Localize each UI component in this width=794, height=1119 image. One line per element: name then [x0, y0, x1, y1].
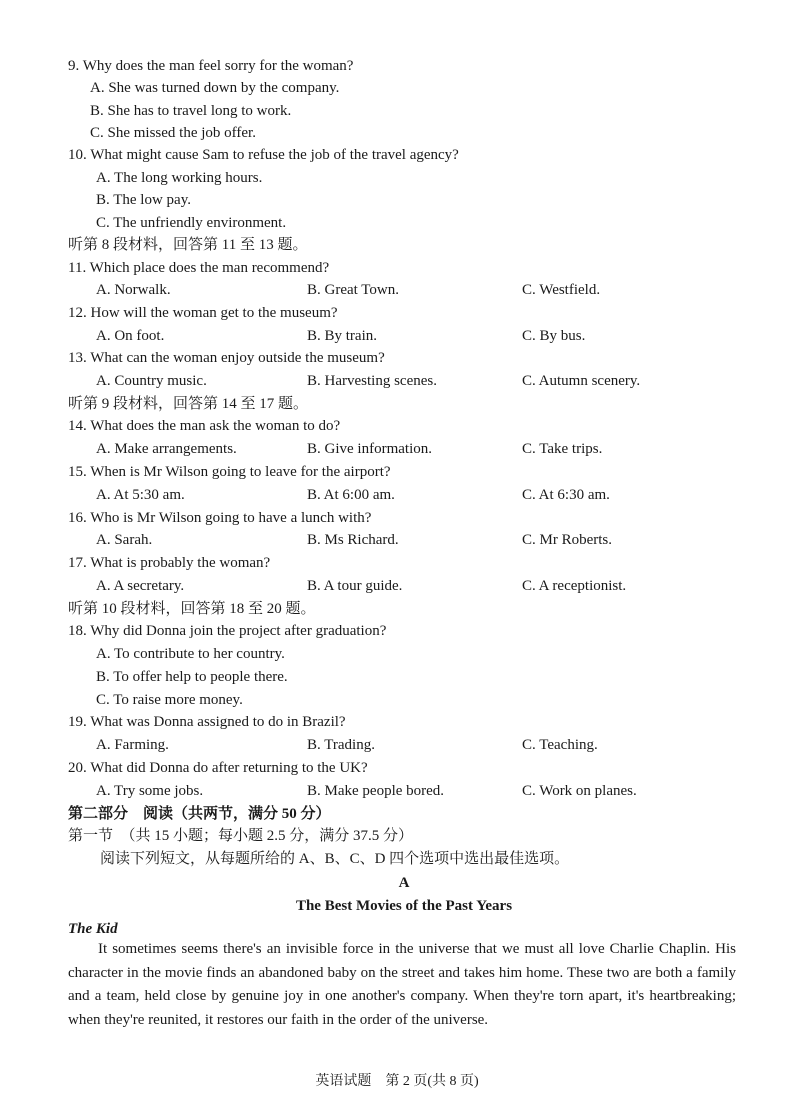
question-12-option-a: A. On foot. [96, 328, 165, 344]
question-11-option-c: C. Westfield. [522, 282, 601, 298]
page-footer: 英语试题 第 2 页(共 8 页) [315, 1074, 479, 1089]
question-16-option-c: C. Mr Roberts. [522, 532, 612, 548]
question-10-option-b: B. The low pay. [96, 192, 191, 208]
question-16-option-b: B. Ms Richard. [307, 532, 399, 548]
question-9-option-b: B. She has to travel long to work. [90, 103, 292, 119]
question-20-option-b: B. Make people bored. [307, 783, 445, 799]
section-8-instruction: 听第 8 段材料，回答第 11 至 13 题。 [68, 237, 308, 253]
question-11-option-a: A. Norwalk. [96, 282, 171, 298]
question-10-option-c: C. The unfriendly environment. [96, 215, 287, 231]
question-17-option-a: A. A secretary. [96, 578, 185, 594]
question-15-stem: 15. When is Mr Wilson going to leave for the airport? [68, 464, 391, 480]
question-18-option-b: B. To offer help to people there. [96, 669, 288, 685]
question-14-option-b: B. Give information. [307, 441, 432, 457]
question-9-option-c: C. She missed the job offer. [90, 125, 256, 141]
question-10-stem: 10. What might cause Sam to refuse the job of the travel agency? [68, 147, 459, 163]
question-19-option-c: C. Teaching. [522, 737, 598, 753]
question-11-option-b: B. Great Town. [307, 282, 399, 298]
question-15-option-c: C. At 6:30 am. [522, 487, 610, 503]
question-15-option-b: B. At 6:00 am. [307, 487, 395, 503]
question-13-option-b: B. Harvesting scenes. [307, 373, 437, 389]
question-9-stem: 9. Why does the man feel sorry for the woman? [68, 58, 354, 74]
question-14-option-c: C. Take trips. [522, 441, 603, 457]
part-2-heading: 第二部分 阅读（共两节，满分 50 分） [68, 806, 331, 822]
reading-instruction: 阅读下列短文，从每题所给的 A、B、C、D 四个选项中选出最佳选项。 [100, 851, 570, 867]
question-17-stem: 17. What is probably the woman? [68, 555, 271, 571]
question-9-option-a: A. She was turned down by the company. [90, 80, 340, 96]
question-17-option-b: B. A tour guide. [307, 578, 403, 594]
question-20-option-a: A. Try some jobs. [96, 783, 204, 799]
question-13-option-a: A. Country music. [96, 373, 207, 389]
question-12-option-b: B. By train. [307, 328, 377, 344]
question-18-option-c: C. To raise more money. [96, 692, 243, 708]
question-13-stem: 13. What can the woman enjoy outside the museum? [68, 350, 385, 366]
section-10-instruction: 听第 10 段材料，回答第 18 至 20 题。 [68, 601, 316, 617]
question-18-stem: 18. Why did Donna join the project after graduation? [68, 623, 387, 639]
question-12-stem: 12. How will the woman get to the museum? [68, 305, 338, 321]
question-15-option-a: A. At 5:30 am. [96, 487, 185, 503]
section-9-instruction: 听第 9 段材料，回答第 14 至 17 题。 [68, 396, 309, 412]
question-18-option-a: A. To contribute to her country. [96, 646, 285, 662]
question-20-option-c: C. Work on planes. [522, 783, 637, 799]
question-14-stem: 14. What does the man ask the woman to do? [68, 418, 341, 434]
question-19-stem: 19. What was Donna assigned to do in Brazil? [68, 714, 346, 730]
question-20-stem: 20. What did Donna do after returning to the UK? [68, 760, 368, 776]
passage-title: The Best Movies of the Past Years [295, 898, 513, 914]
movie-title: The Kid [68, 921, 118, 937]
question-11-stem: 11. Which place does the man recommend? [68, 260, 330, 276]
question-16-stem: 16. Who is Mr Wilson going to have a lunch with? [68, 510, 372, 526]
question-13-option-c: C. Autumn scenery. [522, 373, 641, 389]
question-19-option-a: A. Farming. [96, 737, 169, 753]
question-16-option-a: A. Sarah. [96, 532, 153, 548]
question-14-option-a: A. Make arrangements. [96, 441, 237, 457]
question-12-option-c: C. By bus. [522, 328, 586, 344]
question-17-option-c: C. A receptionist. [522, 578, 627, 594]
question-10-option-a: A. The long working hours. [96, 170, 263, 186]
passage-letter: A [398, 875, 410, 891]
passage-paragraph: It sometimes seems there's an invisible force in the universe that we must all love Charlie Chaplin. His character in the movie finds an abandoned baby on the street and takes him home. These two are both a family and a team, held close by genuine joy in one another's company. When they're torn apart, it's heartbreaking; when they're reunited, it restores our faith in the order of the universe. [68, 941, 736, 1028]
section-1-heading: 第一节 （共 15 小题；每小题 2.5 分，满分 37.5 分） [68, 828, 414, 844]
question-19-option-b: B. Trading. [307, 737, 375, 753]
